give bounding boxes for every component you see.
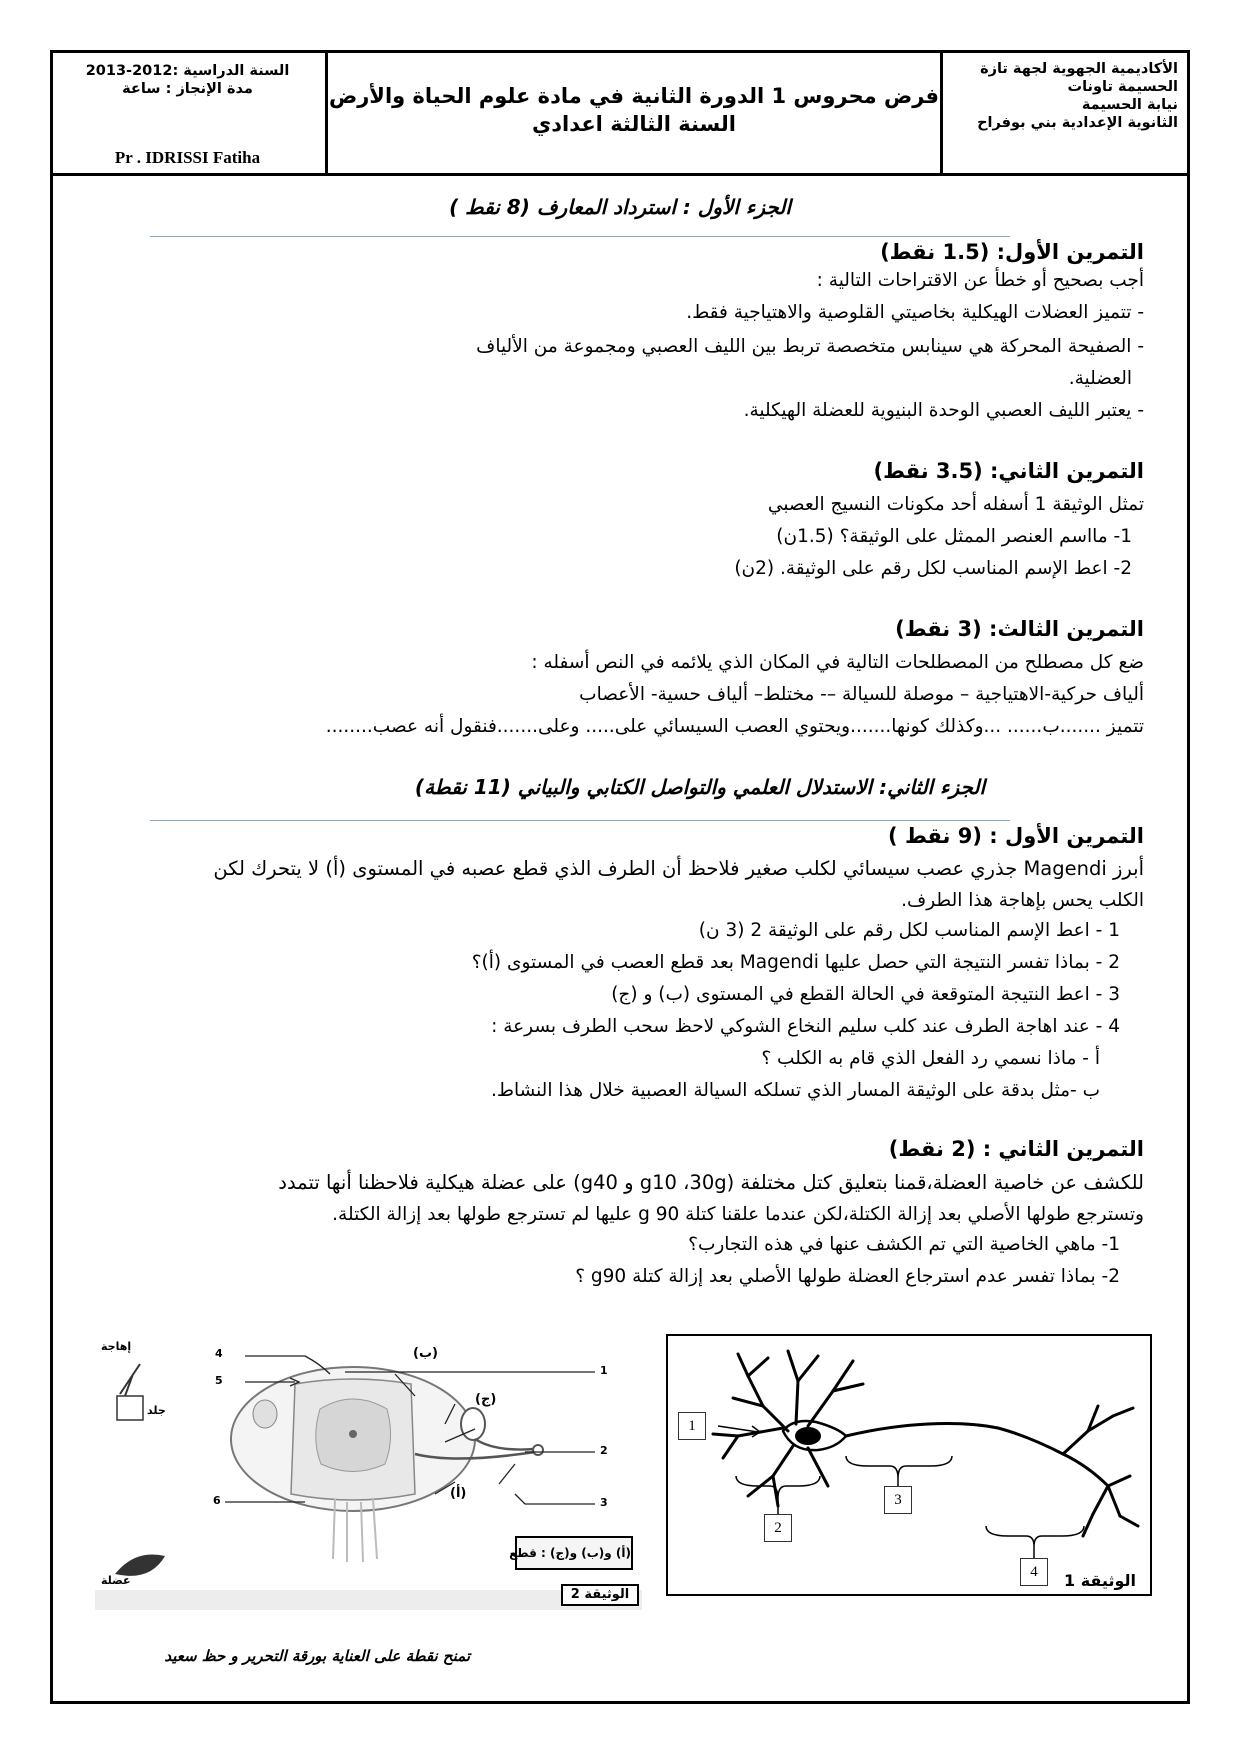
exam-title: فرض محروس 1 الدورة الثانية في مادة علوم الحياة والأرض	[328, 84, 940, 108]
neuron-drawing	[668, 1336, 1149, 1593]
part2-ex2-line: للكشف عن خاصية العضلة،قمنا بتعليق كتل مختلفة (g10 ،30g و g40) على عضلة هيكلية فلاحظنا أنها تتمدد	[278, 1171, 1144, 1194]
document-1-caption: الوثيقة 1	[1064, 1571, 1136, 1590]
skin-label: جلد	[147, 1404, 166, 1417]
part1-ex2-line: 1- مااسم العنصر الممثل على الوثيقة؟ (1.5ن)	[776, 526, 1132, 547]
part2-ex2-line: وتسترجع طولها الأصلي بعد إزالة الكتلة،لكن عندما علقنا كتلة 90 g عليها لم تسترجع طولها بعد إزالة الكتلة.	[332, 1204, 1144, 1225]
part2-ex2-q2: 2- بماذا تفسر عدم استرجاع العضلة طولها الأصلي بعد إزالة كتلة g90 ؟	[575, 1266, 1120, 1287]
doc2-letter-b: (ب)	[413, 1346, 438, 1361]
part2-ex1-title: التمرين الأول : (9 نقط )	[888, 824, 1144, 848]
part1-ex3-line: ضع كل مصطلح من المصطلحات التالية في المكان الذي يلائمه في النص أسفله :	[531, 652, 1144, 673]
doc2-number-5: 5	[215, 1374, 223, 1387]
part1-ex3-title: التمرين الثالث: (3 نقط)	[895, 617, 1144, 641]
divider-line	[150, 820, 1010, 821]
stimulus-label: إهاجة	[101, 1340, 132, 1353]
part1-ex3-terms: ألياف حركية-الاهتياجية – موصلة للسيالة –- مختلط– ألياف حسية- الأعصاب	[579, 684, 1144, 705]
part1-ex1-line: أجب بصحيح أو خطأ عن الاقتراحات التالية :	[816, 270, 1144, 291]
exam-duration: مدة الإنجاز : ساعة	[122, 81, 253, 97]
header-institution	[940, 50, 1190, 173]
doc2-number-6: 6	[213, 1494, 221, 1507]
muscle-label: عضلة	[101, 1574, 131, 1587]
footer-note: تمنح نقطة على العناية بورقة التحرير و حظ سعيد	[164, 1647, 470, 1665]
label-box-1: 1	[678, 1412, 706, 1440]
teacher-name: Pr . IDRISSI Fatiha	[114, 148, 261, 167]
part2-ex2-q1: 1- ماهي الخاصية التي تم الكشف عنها في هذه التجارب؟	[688, 1234, 1120, 1255]
part1-ex3-text: تتميز .......ب...... ...وكذلك كونها.......ويحتوي العصب السيسائي على..... وعلى.......فنقول أنه عصب........	[325, 716, 1144, 737]
part1-ex2-title: التمرين الثاني: (3.5 نقط)	[873, 459, 1144, 483]
part1-ex1-title: التمرين الأول: (1.5 نقط)	[880, 240, 1144, 264]
exam-level: السنة الثالثة اعدادي	[531, 112, 736, 136]
doc2-number-1: 1	[600, 1364, 608, 1377]
doc2-number-2: 2	[600, 1444, 608, 1457]
document-1-neuron	[666, 1334, 1152, 1596]
part2-ex2-title: التمرين الثاني : (2 نقط)	[888, 1137, 1144, 1161]
doc2-number-4: 4	[215, 1347, 223, 1360]
label-box-2: 2	[764, 1514, 792, 1542]
part2-ex1-q3: 3 - اعط النتيجة المتوقعة في الحالة القطع في المستوى (ب) و (ج)	[611, 984, 1120, 1005]
stimulus-icon	[120, 1364, 140, 1396]
part2-ex1-q4: 4 - عند اهاجة الطرف عند كلب سليم النخاع الشوكي لاحظ سحب الطرف بسرعة :	[491, 1016, 1120, 1037]
header	[50, 50, 1190, 176]
part1-ex1-line: - تتميز العضلات الهيكلية بخاصيتي القلوصية والاهتياجية فقط.	[686, 302, 1144, 323]
document-2-caption: الوثيقة 2	[561, 1584, 639, 1606]
part2-ex1-q1: 1 - اعط الإسم المناسب لكل رقم على الوثيقة 2 (3 ن)	[698, 920, 1120, 941]
doc2-letter-j: (ج)	[475, 1392, 497, 1407]
part2-ex1-q4b: ب -مثل بدقة على الوثيقة المسار الذي تسلكه السيالة العصبية خلال هذا النشاط.	[490, 1080, 1100, 1101]
part2-ex1-q4a: أ - ماذا نسمي رد الفعل الذي قام به الكلب ؟	[761, 1048, 1100, 1069]
header-meta	[50, 50, 325, 173]
label-box-4: 4	[1020, 1558, 1048, 1586]
skin-icon	[117, 1396, 143, 1420]
part1-ex2-line: تمثل الوثيقة 1 أسفله أحد مكونات النسيج العصبي	[767, 494, 1144, 515]
part2-ex1-line: الكلب يحس بإهاجة هذا الطرف.	[901, 890, 1144, 911]
school-year: السنة الدراسية :2012-2013	[85, 63, 290, 79]
academy-line: الأكاديمية الجهوية لجهة تازة	[980, 61, 1178, 77]
part1-ex1-line: العضلية.	[1068, 368, 1132, 389]
part1-ex2-line: 2- اعط الإسم المناسب لكل رقم على الوثيقة. (2ن)	[734, 558, 1132, 579]
nucleus	[795, 1427, 821, 1445]
part2-ex1-line: أبرز Magendi جذري عصب سيسائي لكلب صغير فلاحظ أن الطرف الذي قطع عصبه في المستوى (أ) لا يتحرك لكن	[213, 857, 1144, 880]
part2-title: الجزء الثاني: الاستدلال العلمي والتواصل الكتابي والبياني (11 نقطة)	[414, 775, 986, 799]
school-line: الثانوية الإعدادية بني بوفراح	[977, 115, 1178, 131]
part2-ex1-q2: 2 - بماذا تفسر النتيجة التي حصل عليها Magendi بعد قطع العصب في المستوى (أ)؟	[471, 952, 1120, 973]
part1-ex1-line: - الصفيحة المحركة هي سينابس متخصصة تربط بين الليف العصبي ومجموعة من الألياف	[476, 336, 1144, 357]
part1-ex1-line: - يعتبر الليف العصبي الوحدة البنيوية للعضلة الهيكلية.	[743, 400, 1144, 421]
part1-title: الجزء الأول : استرداد المعارف (8 نقط )	[449, 195, 791, 219]
document-2-spinal-cord	[95, 1334, 642, 1610]
doc2-number-3: 3	[600, 1496, 608, 1509]
cut-levels-note: (أ) و(ب) و(ج) : قطع	[515, 1536, 633, 1570]
region-line: الحسيمة تاونات	[1067, 79, 1178, 95]
header-title	[325, 50, 940, 173]
doc2-letter-a: (أ)	[450, 1486, 467, 1501]
delegation-line: نيابة الحسيمة	[1081, 97, 1178, 113]
label-box-3: 3	[884, 1486, 912, 1514]
muscle-icon	[115, 1554, 165, 1575]
divider-line	[150, 236, 1010, 237]
